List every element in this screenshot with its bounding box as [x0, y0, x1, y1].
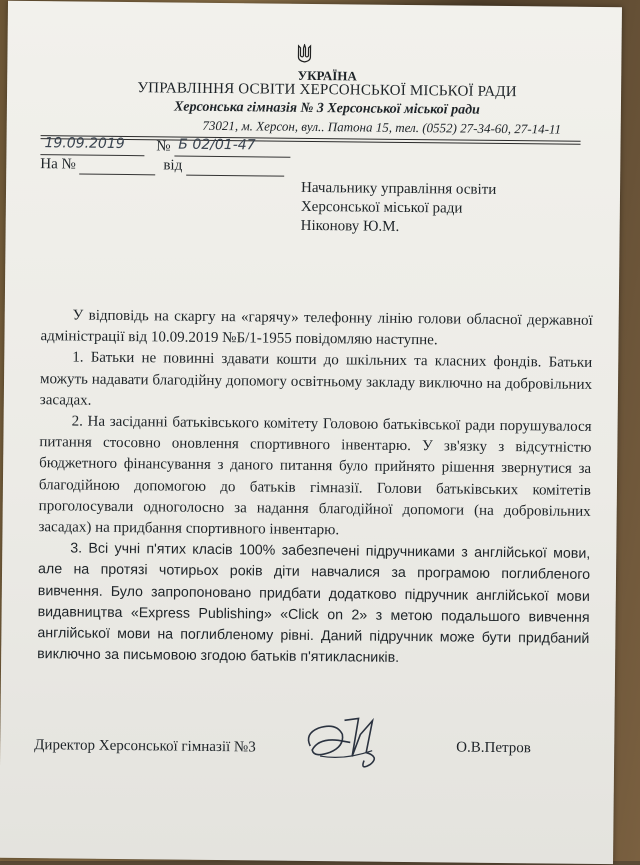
item-2-paragraph: 2. На засіданні батьківського комітету Головою батьківської ради порушувалося питання стосовно оновлення спортивного інвентарю. У зв'язку з відсутністю бюджетного фінансування з даного питання було прийнято рішення звернутися за благодійною допомогою до батьків гімназії. Голови батьківських комітетів проголосували одноголосно за надання благодійної допомоги (на добровільних засадах) на придбання спортивного інвентарю.	[38, 413, 592, 539]
handwritten-date: 19.09.2019	[44, 135, 125, 153]
country-heading: УКРАЇНА	[297, 67, 357, 84]
signatory-name: О.В.Петров	[456, 739, 531, 757]
school-heading: Херсонська гімназія № 3 Херсонської міської ради	[173, 99, 480, 118]
incoming-number-label: На №	[40, 156, 76, 173]
school-address: 73021, м. Херсон, вул.. Патона 15, тел. (0552) 27-34-60, 27-14-11	[202, 117, 562, 137]
director-signature	[300, 712, 411, 777]
addressee-line-3: Ніконову Ю.М.	[300, 217, 400, 235]
incoming-reference-line	[40, 156, 284, 177]
registration-line	[40, 137, 290, 158]
letter-body	[37, 305, 593, 671]
letter-page	[0, 1, 622, 864]
ukraine-trident-icon	[297, 44, 311, 64]
outgoing-date-field	[40, 137, 144, 156]
incoming-from-label: від	[163, 157, 183, 174]
item-3-paragraph: 3. Всі учні п'ятих класів 100% забезпечені підручниками з англійської мови, але на протязі чотирьох років діти навчалися за програмою поглибленого вивчення. Було запропоновано придбати додатково підручник англійської мови видавництва «Express Publishing» «Click on 2» з метою подальшого вивчення англійської мови на поглибленому рівні. Даний підручник може бути придбаний виключно за письмовою згодою батьків п'ятикласників.	[37, 540, 591, 667]
addressee-line-2: Херсонської міської ради	[300, 198, 463, 217]
addressee-line-1: Начальнику управління освіти	[300, 179, 497, 198]
outgoing-number-field	[174, 136, 290, 158]
number-label: №	[156, 138, 171, 155]
incoming-date-field	[186, 158, 284, 177]
item-1-paragraph: 1. Батьки не повинні здавати кошти до шкільних та класних фондів. Батьки можуть надавати благодійну допомогу освітньому закладу виключно на добровільних засадах.	[39, 349, 593, 409]
intro-paragraph: У відповідь на скаргу на «гарячу» телефонну лінію голови обласної державної адміністрації від 10.09.2019 №Б/1-1955 повідомляю наступне.	[40, 307, 593, 349]
signatory-position: Директор Херсонської гімназії №3	[34, 737, 256, 756]
handwritten-number: Б 02/01-47	[178, 136, 256, 154]
department-heading: УПРАВЛІННЯ ОСВІТИ ХЕРСОНСЬКОЇ МІСЬКОЇ РАДИ	[137, 80, 517, 101]
incoming-number-field	[80, 157, 156, 176]
